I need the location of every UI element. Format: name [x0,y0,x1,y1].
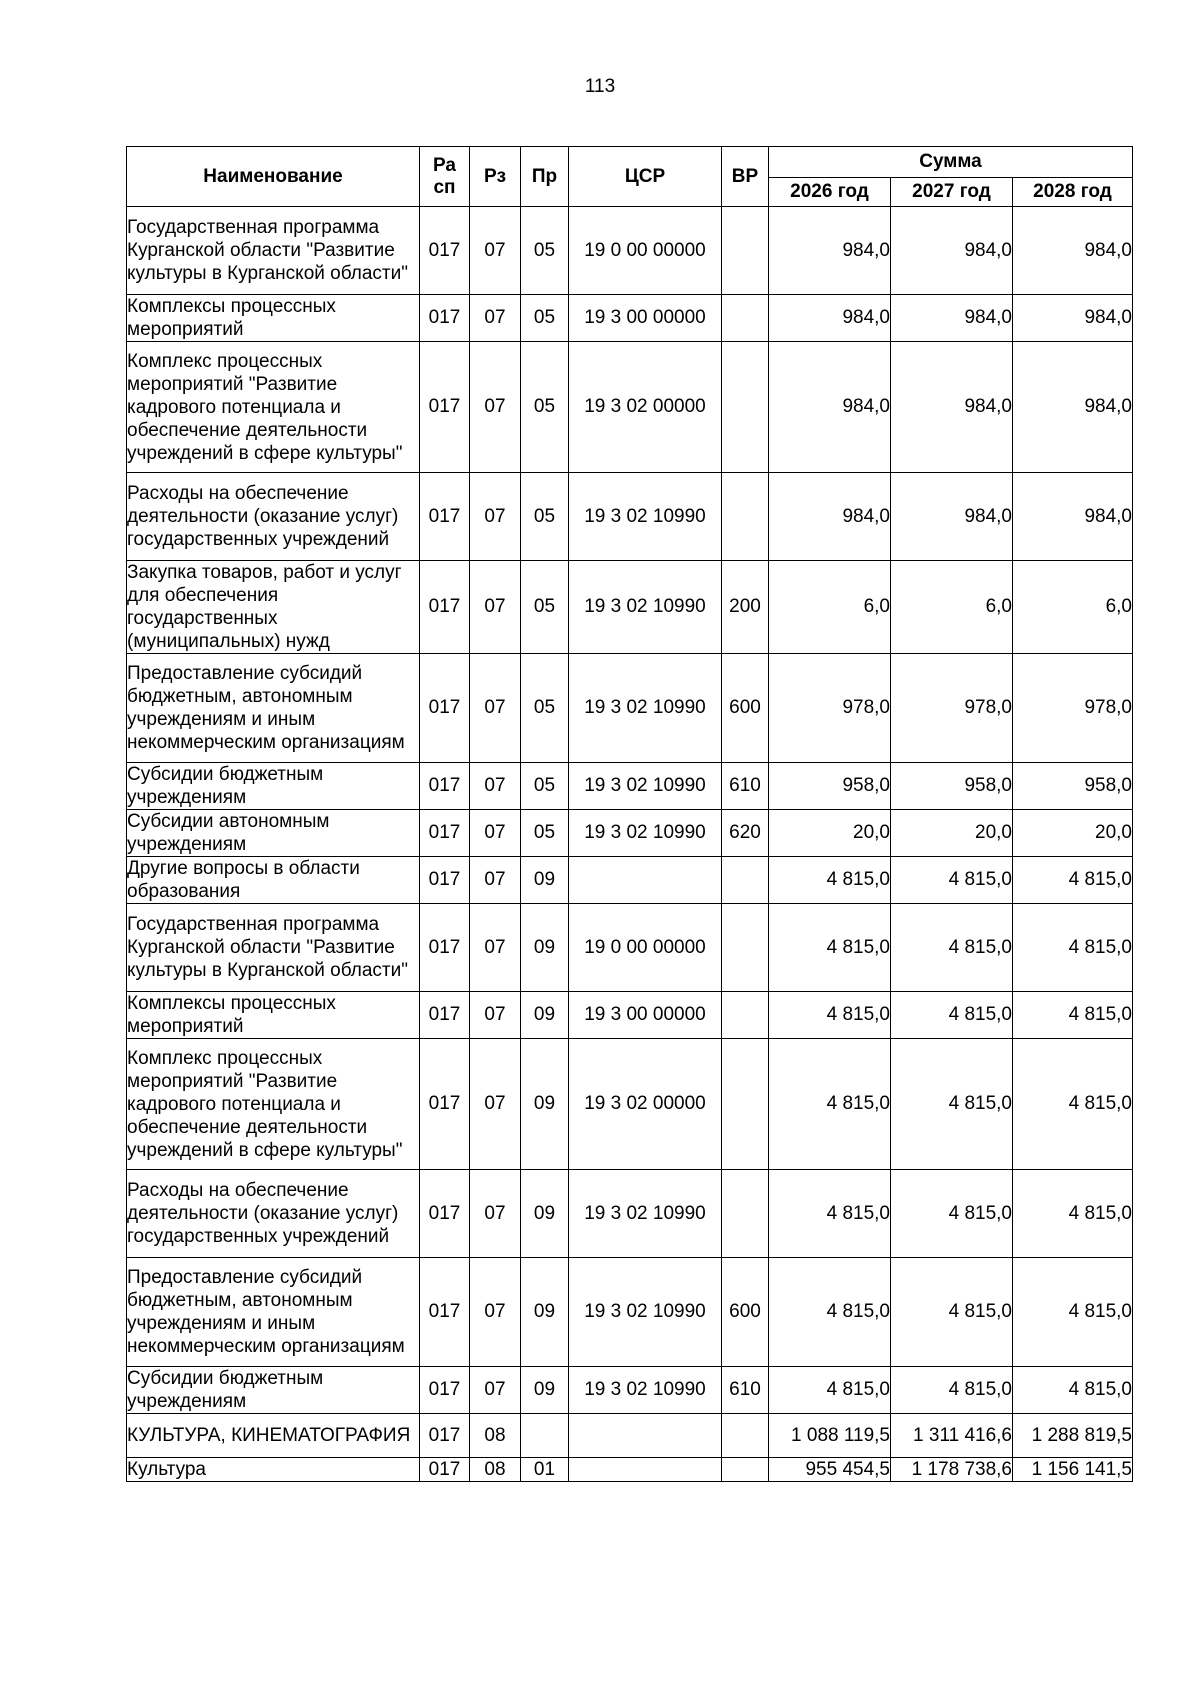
header-csr: ЦСР [569,147,722,207]
row-vr [722,295,769,342]
row-rasp: 017 [420,904,470,992]
row-rasp: 017 [420,992,470,1039]
row-name: КУЛЬТУРА, КИНЕМАТОГРАФИЯ [127,1414,420,1458]
row-vr [722,1458,769,1482]
row-rasp: 017 [420,1458,470,1482]
table-row [127,857,1133,904]
row-csr: 19 3 02 10990 [569,654,722,763]
row-pr: 05 [521,810,569,857]
row-pr: 05 [521,473,569,561]
row-rz: 07 [470,763,521,810]
row-rz: 07 [470,857,521,904]
row-vr: 600 [722,654,769,763]
row-name: Субсидии автономным учреждениям [127,810,420,857]
row-sum-2028: 4 815,0 [1013,1039,1133,1170]
row-sum-2027: 1 178 738,6 [891,1458,1013,1482]
row-csr: 19 3 02 10990 [569,810,722,857]
row-sum-2028: 1 156 141,5 [1013,1458,1133,1482]
row-sum-2028: 4 815,0 [1013,992,1133,1039]
row-sum-2027: 4 815,0 [891,1367,1013,1414]
row-rasp: 017 [420,207,470,295]
row-sum-2027: 4 815,0 [891,1170,1013,1258]
header-pr: Пр [521,147,569,207]
row-sum-2028: 984,0 [1013,295,1133,342]
table-row [127,1170,1133,1258]
header-year-2027: 2027 год [891,178,1013,207]
row-sum-2026: 4 815,0 [769,992,891,1039]
table-row [127,1258,1133,1367]
row-sum-2026: 4 815,0 [769,1367,891,1414]
row-sum-2027: 6,0 [891,561,1013,654]
row-sum-2026: 4 815,0 [769,1258,891,1367]
row-name: Другие вопросы в области образования [127,857,420,904]
row-sum-2026: 1 088 119,5 [769,1414,891,1458]
row-sum-2026: 955 454,5 [769,1458,891,1482]
row-vr [722,1170,769,1258]
row-rasp: 017 [420,763,470,810]
row-sum-2028: 4 815,0 [1013,857,1133,904]
table-row [127,763,1133,810]
row-name: Субсидии бюджетным учреждениям [127,1367,420,1414]
row-rasp: 017 [420,810,470,857]
row-name: Государственная программа Курганской области "Развитие культуры в Курганской области" [127,904,420,992]
row-rasp: 017 [420,295,470,342]
row-csr: 19 3 02 10990 [569,473,722,561]
row-pr: 05 [521,763,569,810]
page-number: 113 [584,76,616,97]
row-sum-2027: 984,0 [891,295,1013,342]
row-csr: 19 3 02 00000 [569,342,722,473]
row-pr: 09 [521,1367,569,1414]
row-pr: 05 [521,295,569,342]
row-sum-2028: 4 815,0 [1013,1258,1133,1367]
row-vr: 600 [722,1258,769,1367]
row-name: Культура [127,1458,420,1482]
row-sum-2026: 984,0 [769,207,891,295]
row-pr: 01 [521,1458,569,1482]
row-rz: 07 [470,904,521,992]
row-sum-2027: 984,0 [891,342,1013,473]
table-row [127,207,1133,295]
row-pr: 05 [521,207,569,295]
table-header [127,147,1133,207]
table-row [127,1039,1133,1170]
header-rasp: Ра сп [420,147,470,207]
row-rz: 07 [470,295,521,342]
row-csr [569,857,722,904]
budget-table [126,146,1133,1482]
row-rz: 07 [470,1367,521,1414]
table-row [127,473,1133,561]
row-sum-2028: 984,0 [1013,342,1133,473]
row-rz: 07 [470,654,521,763]
row-pr: 09 [521,1170,569,1258]
table-row [127,561,1133,654]
row-vr [722,904,769,992]
row-rz: 07 [470,810,521,857]
row-rasp: 017 [420,473,470,561]
row-csr: 19 3 02 10990 [569,1367,722,1414]
table-row [127,295,1133,342]
row-pr: 05 [521,654,569,763]
row-csr: 19 0 00 00000 [569,207,722,295]
row-pr: 09 [521,904,569,992]
row-sum-2026: 984,0 [769,473,891,561]
row-sum-2028: 984,0 [1013,473,1133,561]
row-sum-2028: 958,0 [1013,763,1133,810]
header-year-2026: 2026 год [769,178,891,207]
row-sum-2026: 978,0 [769,654,891,763]
table-row [127,904,1133,992]
row-name: Закупка товаров, работ и услуг для обеспечения государственных (муниципальных) нужд [127,561,420,654]
row-rz: 07 [470,992,521,1039]
row-sum-2026: 4 815,0 [769,1170,891,1258]
row-sum-2027: 984,0 [891,207,1013,295]
header-vr: ВР [722,147,769,207]
header-name: Наименование [127,147,420,207]
row-rz: 07 [470,473,521,561]
row-pr: 09 [521,1039,569,1170]
row-rz: 07 [470,1258,521,1367]
row-vr: 200 [722,561,769,654]
table-row [127,992,1133,1039]
table-body [127,207,1133,1482]
row-rasp: 017 [420,857,470,904]
row-rasp: 017 [420,342,470,473]
row-sum-2027: 4 815,0 [891,857,1013,904]
row-sum-2026: 984,0 [769,342,891,473]
row-csr: 19 3 02 10990 [569,1170,722,1258]
row-csr: 19 3 02 10990 [569,763,722,810]
row-csr: 19 3 00 00000 [569,992,722,1039]
row-name: Расходы на обеспечение деятельности (оказание услуг) государственных учреждений [127,1170,420,1258]
table-row [127,1414,1133,1458]
row-sum-2028: 4 815,0 [1013,904,1133,992]
row-sum-2027: 984,0 [891,473,1013,561]
table-row [127,342,1133,473]
row-sum-2026: 6,0 [769,561,891,654]
row-name: Комплекс процессных мероприятий "Развитие кадрового потенциала и обеспечение деятельности учреждений в сфере культуры" [127,1039,420,1170]
row-csr: 19 3 02 10990 [569,1258,722,1367]
row-rz: 07 [470,1170,521,1258]
table-row [127,654,1133,763]
row-csr: 19 0 00 00000 [569,904,722,992]
row-rz: 08 [470,1458,521,1482]
row-pr: 05 [521,342,569,473]
row-name: Субсидии бюджетным учреждениям [127,763,420,810]
row-name: Комплексы процессных мероприятий [127,295,420,342]
row-name: Комплексы процессных мероприятий [127,992,420,1039]
row-sum-2028: 984,0 [1013,207,1133,295]
row-vr [722,342,769,473]
row-csr: 19 3 00 00000 [569,295,722,342]
row-vr [722,857,769,904]
row-rz: 07 [470,342,521,473]
row-sum-2026: 20,0 [769,810,891,857]
row-vr [722,992,769,1039]
row-sum-2026: 984,0 [769,295,891,342]
table-row [127,810,1133,857]
row-name: Расходы на обеспечение деятельности (оказание услуг) государственных учреждений [127,473,420,561]
row-sum-2026: 4 815,0 [769,857,891,904]
row-name: Государственная программа Курганской области "Развитие культуры в Курганской области" [127,207,420,295]
row-sum-2027: 4 815,0 [891,1258,1013,1367]
row-sum-2026: 958,0 [769,763,891,810]
header-sum: Сумма [769,147,1133,178]
row-sum-2027: 20,0 [891,810,1013,857]
row-name: Комплекс процессных мероприятий "Развитие кадрового потенциала и обеспечение деятельности учреждений в сфере культуры" [127,342,420,473]
table-row [127,1458,1133,1482]
row-sum-2028: 1 288 819,5 [1013,1414,1133,1458]
row-rz: 07 [470,561,521,654]
table-row [127,1367,1133,1414]
row-rasp: 017 [420,1170,470,1258]
header-rz: Рз [470,147,521,207]
row-name: Предоставление субсидий бюджетным, автономным учреждениям и иным некоммерческим организациям [127,654,420,763]
row-sum-2028: 6,0 [1013,561,1133,654]
row-rz: 07 [470,1039,521,1170]
row-vr: 620 [722,810,769,857]
row-pr [521,1414,569,1458]
row-sum-2027: 1 311 416,6 [891,1414,1013,1458]
header-year-2028: 2028 год [1013,178,1133,207]
row-sum-2028: 978,0 [1013,654,1133,763]
row-vr: 610 [722,1367,769,1414]
row-rasp: 017 [420,1367,470,1414]
row-sum-2027: 4 815,0 [891,992,1013,1039]
row-vr [722,207,769,295]
row-vr: 610 [722,763,769,810]
row-rz: 07 [470,207,521,295]
row-sum-2028: 4 815,0 [1013,1170,1133,1258]
row-csr [569,1458,722,1482]
row-csr: 19 3 02 10990 [569,561,722,654]
row-rasp: 017 [420,1414,470,1458]
row-name: Предоставление субсидий бюджетным, автономным учреждениям и иным некоммерческим организациям [127,1258,420,1367]
row-pr: 09 [521,992,569,1039]
row-rasp: 017 [420,1258,470,1367]
row-sum-2026: 4 815,0 [769,904,891,992]
row-pr: 09 [521,1258,569,1367]
row-pr: 09 [521,857,569,904]
row-vr [722,1039,769,1170]
row-pr: 05 [521,561,569,654]
row-sum-2027: 978,0 [891,654,1013,763]
row-rasp: 017 [420,1039,470,1170]
row-vr [722,1414,769,1458]
row-rz: 08 [470,1414,521,1458]
row-sum-2027: 4 815,0 [891,1039,1013,1170]
row-csr [569,1414,722,1458]
row-sum-2026: 4 815,0 [769,1039,891,1170]
row-csr: 19 3 02 00000 [569,1039,722,1170]
row-sum-2028: 4 815,0 [1013,1367,1133,1414]
row-sum-2027: 958,0 [891,763,1013,810]
row-rasp: 017 [420,654,470,763]
row-vr [722,473,769,561]
row-sum-2027: 4 815,0 [891,904,1013,992]
row-rasp: 017 [420,561,470,654]
row-sum-2028: 20,0 [1013,810,1133,857]
